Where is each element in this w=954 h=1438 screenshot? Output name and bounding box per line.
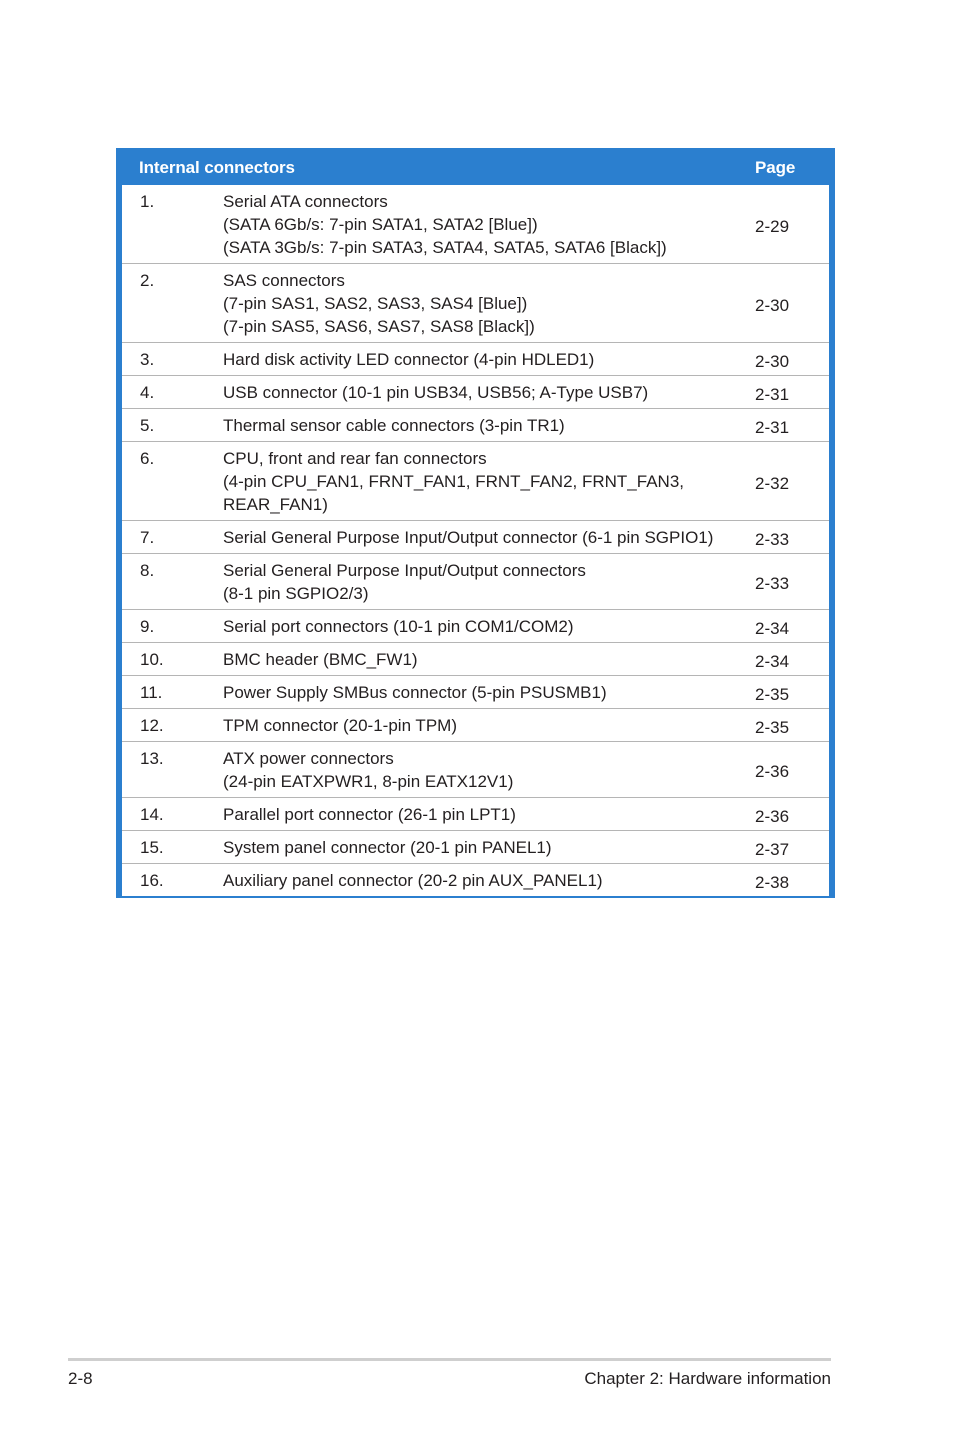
row-page: 2-30 xyxy=(755,295,790,315)
description-line: Auxiliary panel connector (20-2 pin AUX_PANEL1) xyxy=(223,871,603,890)
description-line: (SATA 6Gb/s: 7-pin SATA1, SATA2 [Blue]) xyxy=(223,215,538,234)
row-description xyxy=(223,442,755,520)
row-page: 2-37 xyxy=(755,839,790,859)
row-number: 9. xyxy=(140,617,155,636)
description-line: (7-pin SAS1, SAS2, SAS3, SAS4 [Blue]) xyxy=(223,294,528,313)
row-description xyxy=(223,554,755,609)
table-row xyxy=(122,263,829,342)
row-page: 2-34 xyxy=(755,651,790,671)
row-description xyxy=(223,610,755,642)
row-number: 7. xyxy=(140,528,155,547)
description-line: Serial ATA connectors xyxy=(223,192,388,211)
row-description xyxy=(223,742,755,797)
row-number: 6. xyxy=(140,449,155,468)
description-line: Serial port connectors (10-1 pin COM1/COM2) xyxy=(223,617,574,636)
table-row xyxy=(122,675,829,708)
row-description xyxy=(223,643,755,675)
row-description xyxy=(223,676,755,708)
description-line: System panel connector (20-1 pin PANEL1) xyxy=(223,838,552,857)
table-row xyxy=(122,741,829,797)
row-number: 13. xyxy=(140,749,164,768)
description-line: SAS connectors xyxy=(223,271,345,290)
table-row xyxy=(122,342,829,375)
row-page: 2-34 xyxy=(755,618,790,638)
row-description xyxy=(223,343,755,375)
description-line: Thermal sensor cable connectors (3-pin TR1) xyxy=(223,416,565,435)
row-page: 2-38 xyxy=(755,872,790,892)
table-row xyxy=(122,708,829,741)
description-line: USB connector (10-1 pin USB34, USB56; A-Type USB7) xyxy=(223,383,649,402)
row-number: 2. xyxy=(140,271,155,290)
row-number: 11. xyxy=(140,683,163,702)
description-line: (4-pin CPU_FAN1, FRNT_FAN1, FRNT_FAN2, FRNT_FAN3, xyxy=(223,472,684,491)
row-page: 2-31 xyxy=(755,384,790,404)
description-line: (7-pin SAS5, SAS6, SAS7, SAS8 [Black]) xyxy=(223,317,535,336)
row-description xyxy=(223,185,755,263)
internal-connectors-table xyxy=(116,148,835,898)
table-row xyxy=(122,408,829,441)
description-line: Power Supply SMBus connector (5-pin PSUSMB1) xyxy=(223,683,607,702)
description-line: Serial General Purpose Input/Output connectors xyxy=(223,561,586,580)
row-description xyxy=(223,376,755,408)
row-number: 16. xyxy=(140,871,164,890)
row-description xyxy=(223,409,755,441)
row-page: 2-36 xyxy=(755,762,790,781)
table-row xyxy=(122,185,829,263)
row-number: 4. xyxy=(140,383,155,402)
row-number: 10. xyxy=(140,650,164,669)
row-page: 2-36 xyxy=(755,806,790,826)
row-page: 2-33 xyxy=(755,574,790,593)
description-line: ATX power connectors xyxy=(223,749,394,768)
row-description xyxy=(223,831,755,863)
description-line: REAR_FAN1) xyxy=(223,495,328,514)
row-number: 8. xyxy=(140,561,155,580)
description-line: Serial General Purpose Input/Output connector (6-1 pin SGPIO1) xyxy=(223,528,714,547)
row-description xyxy=(223,709,755,741)
table-row xyxy=(122,863,829,896)
row-page: 2-33 xyxy=(755,529,790,549)
table-row xyxy=(122,642,829,675)
row-page: 2-35 xyxy=(755,684,790,704)
row-page: 2-29 xyxy=(755,216,790,236)
table-row xyxy=(122,441,829,520)
row-page: 2-35 xyxy=(755,717,790,737)
description-line: CPU, front and rear fan connectors xyxy=(223,449,487,468)
footer-divider xyxy=(68,1358,831,1361)
row-number: 12. xyxy=(140,716,164,735)
row-number: 5. xyxy=(140,416,155,435)
row-page: 2-31 xyxy=(755,417,790,437)
row-description xyxy=(223,521,755,553)
description-line: TPM connector (20-1-pin TPM) xyxy=(223,716,457,735)
table-row xyxy=(122,520,829,553)
row-number: 15. xyxy=(140,838,164,857)
table-row xyxy=(122,797,829,830)
description-line: Parallel port connector (26-1 pin LPT1) xyxy=(223,805,516,824)
description-line: BMC header (BMC_FW1) xyxy=(223,650,418,669)
row-description xyxy=(223,798,755,830)
row-description xyxy=(223,864,755,896)
table-row xyxy=(122,830,829,863)
table-header-title: Internal connectors xyxy=(139,157,295,177)
table-header-page: Page xyxy=(755,157,796,177)
footer-chapter-title: Chapter 2: Hardware information xyxy=(584,1369,831,1388)
row-number: 1. xyxy=(140,192,155,211)
row-number: 14. xyxy=(140,805,164,824)
row-description xyxy=(223,264,755,342)
row-page: 2-32 xyxy=(755,473,790,493)
description-line: (SATA 3Gb/s: 7-pin SATA3, SATA4, SATA5, SATA6 [Black]) xyxy=(223,238,667,257)
table-body xyxy=(118,185,833,896)
table-header xyxy=(118,150,833,185)
row-page: 2-30 xyxy=(755,351,790,371)
footer-page-number: 2-8 xyxy=(68,1369,93,1388)
table-row xyxy=(122,553,829,609)
table-row xyxy=(122,375,829,408)
description-line: (8-1 pin SGPIO2/3) xyxy=(223,584,369,603)
row-number: 3. xyxy=(140,350,155,369)
description-line: (24-pin EATXPWR1, 8-pin EATX12V1) xyxy=(223,772,514,791)
table-row xyxy=(122,609,829,642)
description-line: Hard disk activity LED connector (4-pin HDLED1) xyxy=(223,350,595,369)
